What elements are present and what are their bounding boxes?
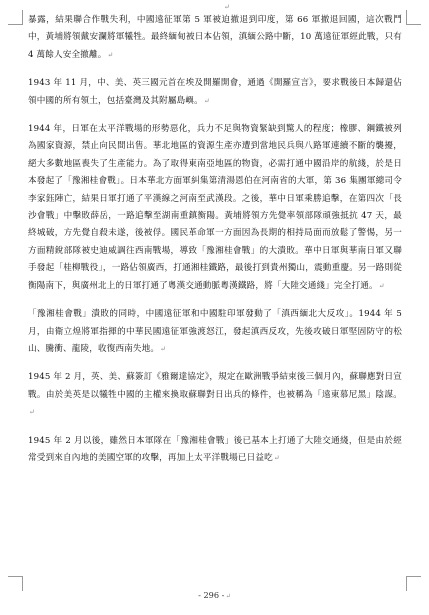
paragraph: 「豫湘桂會戰」潰敗的同時，中國遠征軍和中國駐印軍發動了「滇西緬北大反攻」。1944 年 5 月，由衛立煌將軍指揮的中華民國遠征軍強渡怒江，發起滇西反攻，先後攻破日軍堅固防守的松山、騰衝、龍陵，收復西南失地。↵ bbox=[28, 309, 402, 354]
page-number: - 296 - bbox=[198, 590, 225, 600]
margin-corner-mark bbox=[406, 576, 421, 591]
paragraph: 暴露，結果聯合作戰失利，中國遠征軍第 5 軍被迫撤退到印度，第 66 軍撤退回國，這次戰鬥中，黃埔將領戴安瀾將軍犧牲。最終緬甸被日本佔領，滇緬公路中斷，10 萬遠征軍經此戰，只有 4 萬餘人安全撤離。↵ bbox=[28, 15, 402, 60]
margin-corner-mark bbox=[8, 576, 23, 591]
paragraph: 1945 年 2 月，英、美、蘇簽訂《雅爾達協定》，規定在歐洲戰爭結束後三個月內，蘇聯應對日宣戰。由於美英是以犧牲中國的主權來換取蘇聯對日出兵的條件，也被稱為「遠東慕尼黑」陰謀。↵ bbox=[28, 372, 402, 417]
paragraph-mark-icon: ↵ bbox=[107, 50, 114, 59]
document-body bbox=[28, 12, 402, 478]
paragraph-mark-icon: ↵ bbox=[378, 281, 385, 290]
paragraph-mark-icon: ↵ bbox=[225, 592, 231, 600]
page-footer bbox=[0, 590, 429, 600]
margin-corner-mark bbox=[8, 10, 23, 25]
margin-corner-mark bbox=[406, 10, 421, 25]
paragraph: 1943 年 11 月，中、美、英三國元首在埃及開羅開會，通過《開羅宣言》，要求戰後日本歸還佔領中國的所有領土，包括臺灣及其附屬島嶼。↵ bbox=[28, 78, 402, 106]
paragraph: 1945 年 2 月以後，雖然日本軍隊在「豫湘桂會戰」後已基本上打通了大陸交通綫，但是由於經常受到來自內地的美國空軍的攻擊，再加上太平洋戰場已日益吃↵ bbox=[28, 435, 402, 463]
paragraph-mark-icon: ↵ bbox=[203, 96, 210, 105]
paragraph: 1944 年，日軍在太平洋戰場的形勢惡化，兵力不足與物資緊缺到驚人的程度；橡膠、鋼鐵被列為國家資源，禁止向民間出售。華北地區的資源生產亦遭到當地民兵與八路軍連續不斷的襲擾，絕大多數地區喪失了生產能力。為了取得東南亞地區的物資，必需打通中國沿岸的航綫，於是日本發起了「豫湘桂會戰」。日本華北方面軍糾集第清湯恩伯在河南省的大軍，第 36 集團軍總司令李家鈺陣亡，結果日軍打通了平漢線之河南至武漢段。之後，華中日軍乘勝追擊，在第四次「長沙會戰」中擊敗薛岳，一路追擊至湖南重鎮衡陽。黃埔將領方先覺率領部隊頑強抵抗 47 天，最終城破，方先覺自殺未遂，後被俘。國民革命軍一方面因為長期的相持局面而放鬆了警惕，另一方面精銳部隊被史迪威調往西南戰場，導致「豫湘桂會戰」的大潰敗。華中日軍與華南日軍又聯手發起「桂柳戰役」，一路佔領廣西，打通湘桂鐵路，最後打到貴州獨山，震動重慶。另一路則從衡陽南下，與廣州北上的日軍打通了粵漢交通動脈粵漢鐵路，將「大陸交通綫」完全打通。↵ bbox=[28, 124, 402, 291]
paragraph-mark-icon: ↵ bbox=[29, 408, 36, 417]
paragraph-mark-icon: ↵ bbox=[160, 344, 167, 353]
paragraph-mark-icon: ↵ bbox=[224, 3, 230, 11]
paragraph-mark-icon: ↵ bbox=[273, 453, 280, 462]
